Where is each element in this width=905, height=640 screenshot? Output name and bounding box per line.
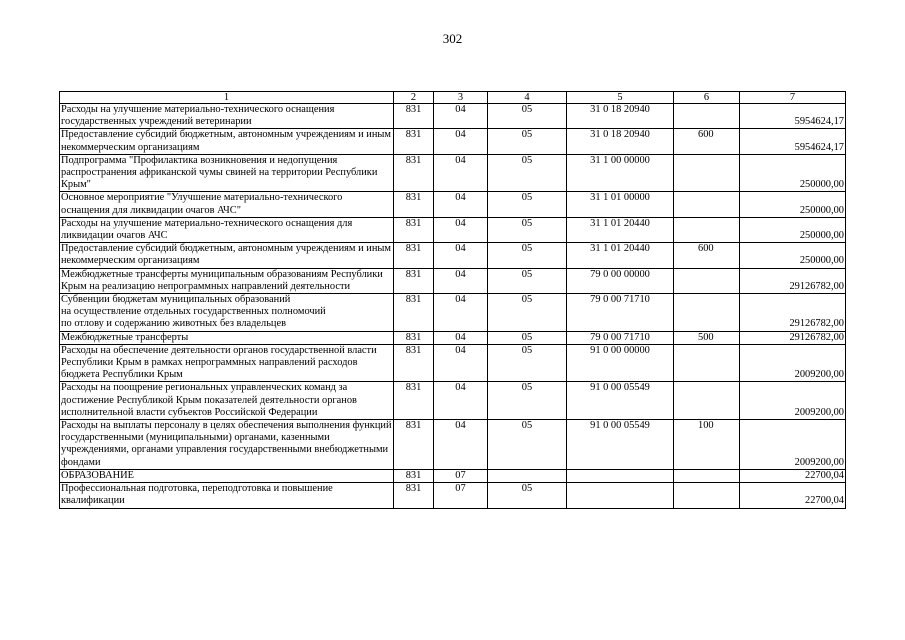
row-subsection-code: 05 <box>488 217 567 242</box>
row-expense-type <box>674 483 740 508</box>
row-amount: 2009200,00 <box>740 344 846 382</box>
table-row <box>60 483 846 508</box>
row-section-code: 07 <box>434 483 488 508</box>
header-col-7: 7 <box>740 92 846 104</box>
row-subsection-code: 05 <box>488 382 567 420</box>
row-expense-type <box>674 469 740 482</box>
table-row <box>60 129 846 154</box>
row-expense-type <box>674 268 740 293</box>
row-expense-type <box>674 154 740 192</box>
row-amount: 250000,00 <box>740 217 846 242</box>
table-row <box>60 344 846 382</box>
row-amount: 5954624,17 <box>740 129 846 154</box>
row-expense-type <box>674 294 740 332</box>
row-name: Расходы на поощрение региональных управленческих команд за достижение Республикой Крым показателей деятельности органов исполнительной власти субъектов Российской Федерации <box>60 382 394 420</box>
row-name: Основное мероприятие "Улучшение материально-технического оснащения для ликвидации очагов АЧС" <box>60 192 394 217</box>
row-ved-code: 831 <box>394 420 434 470</box>
row-amount: 5954624,17 <box>740 104 846 129</box>
row-target-article <box>567 469 674 482</box>
row-subsection-code: 05 <box>488 344 567 382</box>
table-header-row <box>60 92 846 104</box>
header-col-2: 2 <box>394 92 434 104</box>
row-section-code: 04 <box>434 192 488 217</box>
row-name: Профессиональная подготовка, переподготовка и повышение квалификации <box>60 483 394 508</box>
row-subsection-code: 05 <box>488 154 567 192</box>
row-subsection-code: 05 <box>488 294 567 332</box>
row-section-code: 04 <box>434 294 488 332</box>
row-target-article: 31 1 01 00000 <box>567 192 674 217</box>
row-amount: 29126782,00 <box>740 294 846 332</box>
table-row <box>60 469 846 482</box>
row-amount: 250000,00 <box>740 192 846 217</box>
row-amount: 22700,04 <box>740 469 846 482</box>
row-target-article: 91 0 00 05549 <box>567 420 674 470</box>
table-row <box>60 192 846 217</box>
row-ved-code: 831 <box>394 243 434 268</box>
row-expense-type <box>674 344 740 382</box>
table-row <box>60 294 846 332</box>
row-expense-type <box>674 217 740 242</box>
budget-table <box>59 91 846 509</box>
row-amount: 2009200,00 <box>740 382 846 420</box>
table-row <box>60 217 846 242</box>
row-target-article: 91 0 00 00000 <box>567 344 674 382</box>
row-ved-code: 831 <box>394 294 434 332</box>
row-amount: 22700,04 <box>740 483 846 508</box>
row-name: Предоставление субсидий бюджетным, автономным учреждениям и иным некоммерческим организациям <box>60 129 394 154</box>
row-target-article: 31 0 18 20940 <box>567 104 674 129</box>
row-target-article: 79 0 00 71710 <box>567 331 674 344</box>
row-ved-code: 831 <box>394 483 434 508</box>
row-subsection-code: 05 <box>488 129 567 154</box>
row-ved-code: 831 <box>394 154 434 192</box>
row-section-code: 04 <box>434 129 488 154</box>
row-amount: 29126782,00 <box>740 268 846 293</box>
row-name: Расходы на выплаты персоналу в целях обеспечения выполнения функций государственными (муниципальными) органами, казенными учреждениями, органами управления государственными внебюджетными фондами <box>61 420 392 468</box>
row-ved-code: 831 <box>394 217 434 242</box>
header-col-6: 6 <box>674 92 740 104</box>
row-target-article <box>567 483 674 508</box>
table-row <box>60 243 846 268</box>
table-row <box>60 268 846 293</box>
row-subsection-code: 05 <box>488 483 567 508</box>
row-target-article: 79 0 00 00000 <box>567 268 674 293</box>
row-amount: 250000,00 <box>740 154 846 192</box>
row-section-code: 04 <box>434 154 488 192</box>
header-col-3: 3 <box>434 92 488 104</box>
row-name: Межбюджетные трансферты муниципальным образованиям Республики Крым на реализацию непрограммных направлений деятельности <box>60 268 394 293</box>
row-section-code: 04 <box>434 268 488 293</box>
row-name: Расходы на улучшение материально-технического оснащения для ликвидации очагов АЧС <box>60 217 394 242</box>
row-section-code: 04 <box>434 243 488 268</box>
row-subsection-code: 05 <box>488 331 567 344</box>
row-name: Расходы на обеспечение деятельности органов государственной власти Республики Крым в рамках непрограммных направлений расходов бюджета Республики Крым <box>60 344 394 382</box>
row-subsection-code: 05 <box>488 420 567 470</box>
row-ved-code: 831 <box>394 104 434 129</box>
table-row <box>60 154 846 192</box>
row-subsection-code: 05 <box>488 104 567 129</box>
page-number: 302 <box>442 31 463 46</box>
row-expense-type: 600 <box>674 129 740 154</box>
row-expense-type: 600 <box>674 243 740 268</box>
row-target-article: 79 0 00 71710 <box>567 294 674 332</box>
table-row <box>60 104 846 129</box>
row-target-article: 91 0 00 05549 <box>567 382 674 420</box>
row-expense-type: 100 <box>674 420 740 470</box>
row-name: ОБРАЗОВАНИЕ <box>60 469 394 482</box>
row-ved-code: 831 <box>394 129 434 154</box>
row-ved-code: 831 <box>394 331 434 344</box>
row-ved-code: 831 <box>394 192 434 217</box>
row-target-article: 31 0 18 20940 <box>567 129 674 154</box>
row-name: Предоставление субсидий бюджетным, автономным учреждениям и иным некоммерческим организациям <box>60 243 394 268</box>
row-ved-code: 831 <box>394 268 434 293</box>
row-section-code: 04 <box>434 344 488 382</box>
row-expense-type <box>674 104 740 129</box>
row-ved-code: 831 <box>394 344 434 382</box>
row-section-code: 04 <box>434 420 488 470</box>
row-section-code: 07 <box>434 469 488 482</box>
table-row <box>60 420 846 470</box>
row-amount: 250000,00 <box>740 243 846 268</box>
row-target-article: 31 1 01 20440 <box>567 217 674 242</box>
row-target-article: 31 1 01 20440 <box>567 243 674 268</box>
row-name: Подпрограмма "Профилактика возникновения и недопущения распространения африканской чумы свиней на территории Республики Крым" <box>60 154 394 192</box>
row-expense-type <box>674 382 740 420</box>
row-section-code: 04 <box>434 217 488 242</box>
row-subsection-code: 05 <box>488 268 567 293</box>
row-section-code: 04 <box>434 382 488 420</box>
row-expense-type: 500 <box>674 331 740 344</box>
row-section-code: 04 <box>434 104 488 129</box>
table-row <box>60 331 846 344</box>
row-name: Расходы на улучшение материально-технического оснащения государственных учреждений ветеринарии <box>60 104 394 129</box>
row-subsection-code <box>488 469 567 482</box>
row-subsection-code: 05 <box>488 243 567 268</box>
header-col-5: 5 <box>567 92 674 104</box>
row-section-code: 04 <box>434 331 488 344</box>
row-name: Межбюджетные трансферты <box>60 331 394 344</box>
row-ved-code: 831 <box>394 382 434 420</box>
row-subsection-code: 05 <box>488 192 567 217</box>
row-ved-code: 831 <box>394 469 434 482</box>
header-col-1: 1 <box>60 92 394 104</box>
row-amount: 29126782,00 <box>740 331 846 344</box>
row-amount: 2009200,00 <box>740 420 846 470</box>
row-target-article: 31 1 00 00000 <box>567 154 674 192</box>
header-col-4: 4 <box>488 92 567 104</box>
row-expense-type <box>674 192 740 217</box>
row-name: Субвенции бюджетам муниципальных образований на осуществление отдельных государственных полномочий по отлову и содержанию животных без владельцев <box>60 294 394 332</box>
table-row <box>60 382 846 420</box>
